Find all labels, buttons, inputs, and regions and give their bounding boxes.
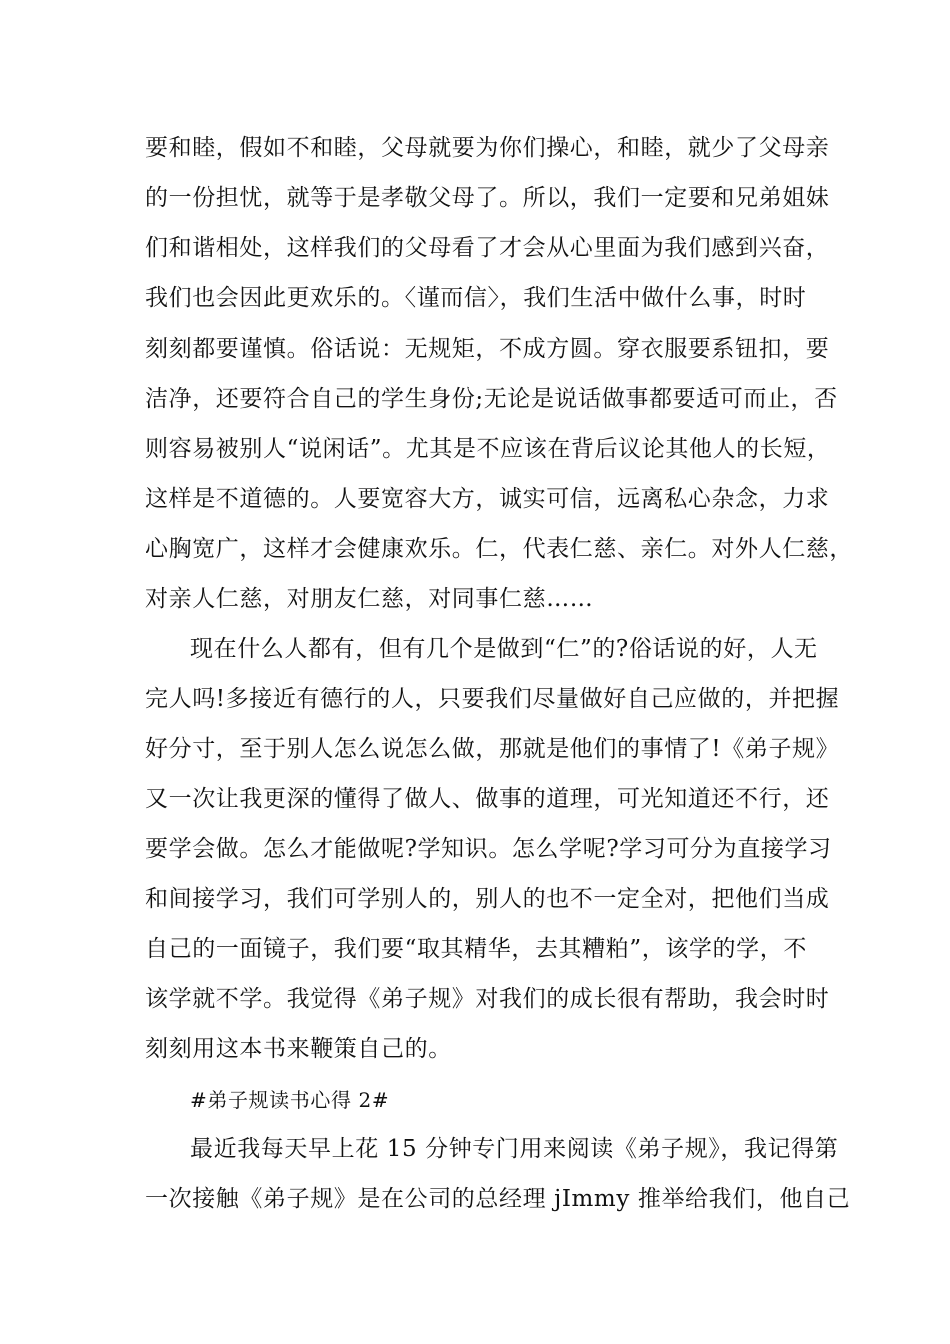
text-line: 这样是不道德的。人要宽容大方，诚实可信，远离私心杂念，力求 [145,486,830,512]
text-line: 刻刻都要谨慎。俗话说：无规矩，不成方圆。穿衣服要系钮扣，要 [145,336,830,362]
text-line: 洁净，还要符合自己的学生身份;无论是说话做事都要适可而止，否 [145,386,838,412]
text-line: 我们也会因此更欢乐的。〈谨而信〉，我们生活中做什么事，时时 [145,285,807,311]
text-line: 自己的一面镜子，我们要“取其精华，去其糟粕”，该学的学，不 [145,936,807,962]
text-line: 心胸宽广，这样才会健康欢乐。仁，代表仁慈、亲仁。对外人仁慈， [145,536,853,562]
text-line: 又一次让我更深的懂得了做人、做事的道理，可光知道还不行，还 [145,786,830,812]
paragraph-first-line: 现在什么人都有，但有几个是做到“仁”的?俗话说的好，人无 [190,636,818,662]
text-line: 的一份担忧，就等于是孝敬父母了。所以，我们一定要和兄弟姐妹 [145,185,830,211]
text-line: 和间接学习，我们可学别人的，别人的也不一定全对，把他们当成 [145,886,830,912]
paragraph-first-line: 最近我每天早上花 15 分钟专门用来阅读《弟子规》，我记得第 [190,1136,839,1162]
text-line: 对亲人仁慈，对朋友仁慈，对同事仁慈…… [145,586,594,612]
text-line: 们和谐相处，这样我们的父母看了才会从心里面为我们感到兴奋， [145,235,830,261]
text-line: 要学会做。怎么才能做呢?学知识。怎么学呢?学习可分为直接学习 [145,836,832,862]
text-line: 要和睦，假如不和睦，父母就要为你们操心，和睦，就少了父母亲 [145,135,830,161]
text-line: 则容易被别人“说闲话”。尤其是不应该在背后议论其他人的长短， [145,436,831,462]
text-line: 好分寸，至于别人怎么说怎么做，那就是他们的事情了!《弟子规》 [145,736,840,762]
section-heading: #弟子规读书心得 2# [190,1088,390,1112]
text-line: 该学就不学。我觉得《弟子规》对我们的成长很有帮助，我会时时 [145,986,830,1012]
text-line: 完人吗!多接近有德行的人，只要我们尽量做好自己应做的，并把握 [145,686,840,712]
text-line: 一次接触《弟子规》是在公司的总经理 jImmy 推举给我们，他自己 [145,1186,851,1212]
text-line: 刻刻用这本书来鞭策自己的。 [145,1036,452,1062]
